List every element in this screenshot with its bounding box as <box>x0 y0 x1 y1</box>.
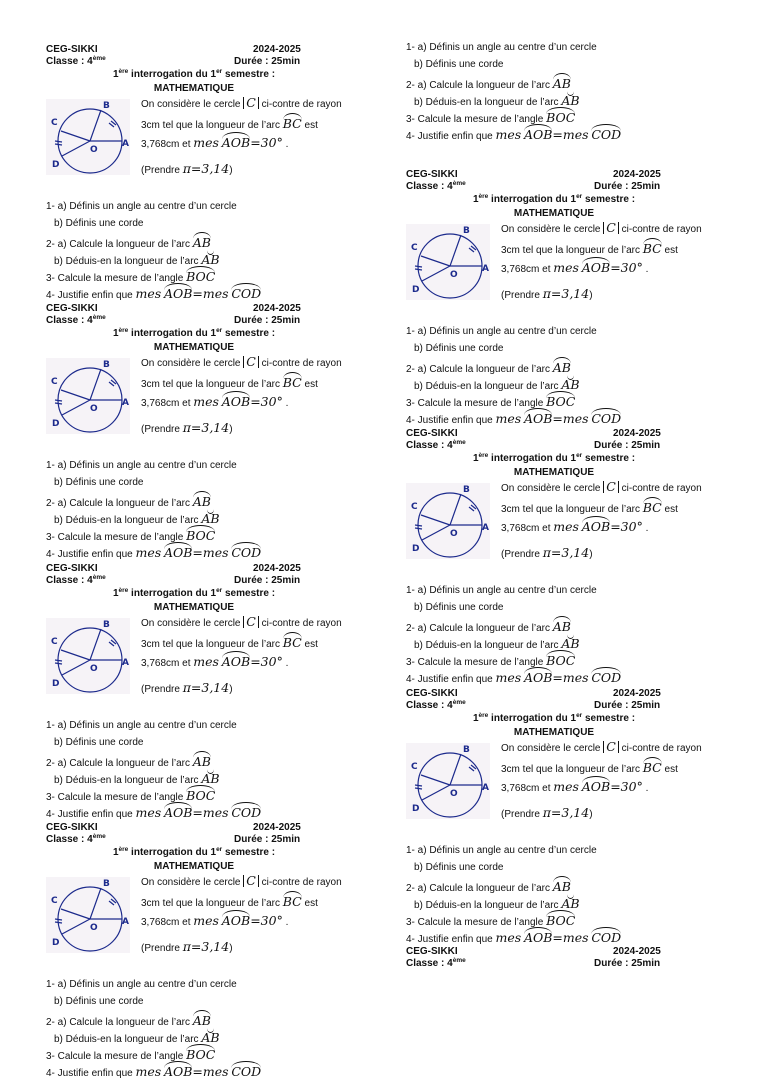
statement-line-1: On considère le cercle C ci-contre de rayon <box>141 614 342 629</box>
circle-symbol: C <box>603 481 619 493</box>
pi-value: π=3,14 <box>182 939 230 954</box>
circle-symbol: C <box>603 741 619 753</box>
arc-ab: AB <box>192 754 211 769</box>
arc-ab-minor: AB <box>561 377 580 392</box>
quiz-copy <box>406 428 706 687</box>
arc-cod: COD <box>591 127 622 142</box>
question-list <box>406 326 706 428</box>
arc-ab-minor: AB <box>201 252 220 267</box>
point-label-b: B <box>463 485 470 495</box>
arc-ab: AB <box>192 1013 211 1028</box>
pi-value: π=3,14 <box>542 286 590 301</box>
arc-ab: AB <box>552 879 571 894</box>
question-1a: 1- a) Définis un angle au centre d’un cercle <box>406 585 597 596</box>
point-label-d: D <box>412 285 420 295</box>
copy-header <box>406 428 706 454</box>
quiz-copy-continuation <box>406 42 706 144</box>
statement-line-2: 3cm tel que la longueur de l’arc BC est <box>141 375 318 390</box>
statement-line-3: 3,768cm et mes AOB=30° . <box>141 654 289 669</box>
point-label-a: A <box>122 917 129 927</box>
arc-aob-q4: AOB <box>523 127 553 142</box>
point-label-d: D <box>52 419 60 429</box>
problem-body <box>46 97 346 201</box>
class-label: Classe : 4ème <box>406 699 466 711</box>
statement-line-4: (Prendre π=3,14) <box>141 939 233 954</box>
arc-ab-minor: AB <box>561 896 580 911</box>
question-2a: 2- a) Calcule la longueur de l’arc AB <box>46 235 211 250</box>
school-year: 2024-2025 <box>613 946 661 957</box>
quiz-copy <box>46 563 346 822</box>
question-1a: 1- a) Définis un angle au centre d’un cercle <box>46 201 237 212</box>
question-1b: b) Définis une corde <box>54 477 144 488</box>
point-label-c: C <box>51 377 58 387</box>
question-2b: b) Déduis-en la longueur de l’arc AB <box>54 1030 220 1045</box>
question-2a: 2- a) Calcule la longueur de l’arc AB <box>46 754 211 769</box>
statement-line-4: (Prendre π=3,14) <box>141 680 233 695</box>
question-3: 3- Calcule la mesure de l’angle BOC <box>406 653 576 668</box>
point-label-a: A <box>122 658 129 668</box>
quiz-copy <box>406 169 706 428</box>
question-2b: b) Déduis-en la longueur de l’arc AB <box>54 771 220 786</box>
arc-ab: AB <box>192 494 211 509</box>
question-1a: 1- a) Définis un angle au centre d’un cercle <box>406 42 597 53</box>
school-name: CEG-SIKKI <box>406 428 458 439</box>
statement-line-1: On considère le cercle C ci-contre de rayon <box>501 479 702 494</box>
arc-cod: COD <box>591 411 622 426</box>
arc-aob-q4: AOB <box>523 411 553 426</box>
arc-ab-minor: AB <box>561 636 580 651</box>
angle-boc: BOC <box>186 528 216 543</box>
school-year: 2024-2025 <box>613 428 661 439</box>
subject-title: MATHEMATIQUE <box>153 860 235 872</box>
copy-header <box>46 44 346 70</box>
statement-line-1: On considère le cercle C ci-contre de rayon <box>141 354 342 369</box>
pi-value: π=3,14 <box>182 420 230 435</box>
point-label-b: B <box>103 879 110 889</box>
problem-body <box>406 222 706 326</box>
circle-figure <box>406 743 490 819</box>
point-label-c: C <box>51 118 58 128</box>
point-label-a: A <box>482 523 489 533</box>
arc-bc: BC <box>642 500 662 515</box>
statement-line-2: 3cm tel que la longueur de l’arc BC est <box>141 894 318 909</box>
question-4: 4- Justifie enfin que mes AOB=mes COD <box>46 1064 262 1079</box>
point-label-c: C <box>411 502 418 512</box>
statement-line-3: 3,768cm et mes AOB=30° . <box>141 135 289 150</box>
question-2a: 2- a) Calcule la longueur de l’arc AB <box>46 1013 211 1028</box>
circle-figure <box>46 99 130 175</box>
school-name: CEG-SIKKI <box>46 822 98 833</box>
class-label: Classe : 4ème <box>46 55 106 67</box>
question-list <box>46 979 346 1081</box>
problem-statement <box>501 222 711 305</box>
copy-header <box>406 688 706 714</box>
question-1a: 1- a) Définis un angle au centre d’un cercle <box>46 979 237 990</box>
problem-statement <box>141 97 351 180</box>
circle-figure <box>406 483 490 559</box>
arc-bc: BC <box>642 241 662 256</box>
question-3: 3- Calcule la mesure de l’angle BOC <box>406 913 576 928</box>
arc-aob: AOB <box>221 394 251 409</box>
pi-value: π=3,14 <box>182 161 230 176</box>
point-label-d: D <box>52 938 60 948</box>
angle-boc: BOC <box>546 394 576 409</box>
arc-aob: AOB <box>581 519 611 534</box>
point-label-c: C <box>51 637 58 647</box>
pi-value: π=3,14 <box>182 680 230 695</box>
school-name: CEG-SIKKI <box>406 169 458 180</box>
question-1b: b) Définis une corde <box>414 343 504 354</box>
copy-header <box>406 946 706 972</box>
point-label-a: A <box>122 398 129 408</box>
problem-statement <box>501 741 711 824</box>
arc-aob: AOB <box>221 913 251 928</box>
question-4: 4- Justifie enfin que mes AOB=mes COD <box>406 670 622 685</box>
arc-ab: AB <box>552 76 571 91</box>
quiz-title: 1ère interrogation du 1er semestre : MATHEMATIQUE <box>402 194 706 220</box>
school-year: 2024-2025 <box>253 303 301 314</box>
subject-title: MATHEMATIQUE <box>153 341 235 353</box>
arc-cod: COD <box>231 1064 262 1079</box>
point-label-b: B <box>103 360 110 370</box>
school-year: 2024-2025 <box>253 563 301 574</box>
statement-line-3: 3,768cm et mes AOB=30° . <box>141 394 289 409</box>
school-name: CEG-SIKKI <box>406 688 458 699</box>
question-2b: b) Déduis-en la longueur de l’arc AB <box>414 896 580 911</box>
duration: Durée : 25min <box>594 181 661 192</box>
arc-ab-minor: AB <box>561 93 580 108</box>
point-label-b: B <box>463 745 470 755</box>
question-1b: b) Définis une corde <box>414 59 504 70</box>
problem-body <box>46 875 346 979</box>
question-1b: b) Définis une corde <box>54 218 144 229</box>
subject-title: MATHEMATIQUE <box>153 82 235 94</box>
question-3: 3- Calcule la mesure de l’angle BOC <box>406 110 576 125</box>
question-list <box>406 585 706 687</box>
question-2a: 2- a) Calcule la longueur de l’arc AB <box>406 76 571 91</box>
quiz-copy <box>406 688 706 947</box>
point-label-b: B <box>103 101 110 111</box>
quiz-title: 1ère interrogation du 1er semestre : MATHEMATIQUE <box>42 847 346 873</box>
statement-line-1: On considère le cercle C ci-contre de rayon <box>141 95 342 110</box>
arc-aob-q4: AOB <box>523 930 553 945</box>
angle-boc: BOC <box>186 1047 216 1062</box>
question-2b: b) Déduis-en la longueur de l’arc AB <box>54 511 220 526</box>
arc-ab: AB <box>192 235 211 250</box>
question-4: 4- Justifie enfin que mes AOB=mes COD <box>46 286 262 301</box>
school-year: 2024-2025 <box>253 822 301 833</box>
subject-title: MATHEMATIQUE <box>513 207 595 219</box>
class-label: Classe : 4ème <box>406 957 466 969</box>
question-list <box>46 201 346 303</box>
problem-statement <box>501 481 711 564</box>
circle-symbol: C <box>243 356 259 368</box>
question-list <box>46 720 346 822</box>
question-4: 4- Justifie enfin que mes AOB=mes COD <box>406 411 622 426</box>
arc-cod: COD <box>231 545 262 560</box>
question-2a: 2- a) Calcule la longueur de l’arc AB <box>46 494 211 509</box>
school-name: CEG-SIKKI <box>46 44 98 55</box>
circle-symbol: C <box>603 222 619 234</box>
point-label-d: D <box>52 160 60 170</box>
arc-bc: BC <box>282 375 302 390</box>
question-4: 4- Justifie enfin que mes AOB=mes COD <box>406 930 622 945</box>
question-1b: b) Définis une corde <box>414 862 504 873</box>
point-label-a: A <box>482 783 489 793</box>
point-label-o: O <box>450 529 458 539</box>
statement-line-3: 3,768cm et mes AOB=30° . <box>141 913 289 928</box>
statement-line-2: 3cm tel que la longueur de l’arc BC est <box>141 635 318 650</box>
point-label-o: O <box>450 270 458 280</box>
quiz-title: 1ère interrogation du 1er semestre : MATHEMATIQUE <box>402 713 706 739</box>
pi-value: π=3,14 <box>542 805 590 820</box>
quiz-title: 1ère interrogation du 1er semestre : MATHEMATIQUE <box>402 453 706 479</box>
question-2a: 2- a) Calcule la longueur de l’arc AB <box>406 879 571 894</box>
point-label-d: D <box>52 679 60 689</box>
question-1b: b) Définis une corde <box>414 602 504 613</box>
school-name: CEG-SIKKI <box>406 946 458 957</box>
angle-boc: BOC <box>546 913 576 928</box>
statement-line-4: (Prendre π=3,14) <box>141 161 233 176</box>
problem-statement <box>141 616 351 699</box>
question-3: 3- Calcule la mesure de l’angle BOC <box>46 788 216 803</box>
angle-boc: BOC <box>546 110 576 125</box>
question-list <box>46 460 346 562</box>
statement-line-2: 3cm tel que la longueur de l’arc BC est <box>501 241 678 256</box>
school-name: CEG-SIKKI <box>46 303 98 314</box>
statement-line-3: 3,768cm et mes AOB=30° . <box>501 519 649 534</box>
circle-figure <box>46 618 130 694</box>
statement-line-3: 3,768cm et mes AOB=30° . <box>501 260 649 275</box>
problem-body <box>406 741 706 845</box>
statement-line-4: (Prendre π=3,14) <box>141 420 233 435</box>
arc-cod: COD <box>231 805 262 820</box>
question-4: 4- Justifie enfin que mes AOB=mes COD <box>46 805 262 820</box>
statement-line-4: (Prendre π=3,14) <box>501 805 593 820</box>
arc-aob-q4: AOB <box>163 1064 193 1079</box>
point-label-c: C <box>411 243 418 253</box>
quiz-title: 1ère interrogation du 1er semestre : MATHEMATIQUE <box>42 328 346 354</box>
arc-aob: AOB <box>581 779 611 794</box>
question-2b: b) Déduis-en la longueur de l’arc AB <box>54 252 220 267</box>
statement-line-2: 3cm tel que la longueur de l’arc BC est <box>141 116 318 131</box>
point-label-b: B <box>103 620 110 630</box>
copy-header <box>406 169 706 195</box>
subject-title: MATHEMATIQUE <box>513 726 595 738</box>
arc-aob: AOB <box>221 654 251 669</box>
question-1a: 1- a) Définis un angle au centre d’un cercle <box>406 326 597 337</box>
class-label: Classe : 4ème <box>46 833 106 845</box>
arc-cod: COD <box>591 670 622 685</box>
subject-title: MATHEMATIQUE <box>153 601 235 613</box>
question-1a: 1- a) Définis un angle au centre d’un cercle <box>46 720 237 731</box>
duration: Durée : 25min <box>234 56 301 67</box>
point-label-d: D <box>412 804 420 814</box>
question-2b: b) Déduis-en la longueur de l’arc AB <box>414 636 580 651</box>
pi-value: π=3,14 <box>542 545 590 560</box>
arc-cod: COD <box>591 930 622 945</box>
quiz-copy <box>46 822 346 1081</box>
subject-title: MATHEMATIQUE <box>513 466 595 478</box>
question-2a: 2- a) Calcule la longueur de l’arc AB <box>406 619 571 634</box>
question-3: 3- Calcule la mesure de l’angle BOC <box>46 528 216 543</box>
arc-aob-q4: AOB <box>163 286 193 301</box>
arc-ab: AB <box>552 619 571 634</box>
angle-boc: BOC <box>546 653 576 668</box>
question-2b: b) Déduis-en la longueur de l’arc AB <box>414 377 580 392</box>
duration: Durée : 25min <box>594 958 661 969</box>
class-label: Classe : 4ème <box>46 574 106 586</box>
duration: Durée : 25min <box>234 834 301 845</box>
statement-line-2: 3cm tel que la longueur de l’arc BC est <box>501 760 678 775</box>
school-year: 2024-2025 <box>613 169 661 180</box>
point-label-o: O <box>90 923 98 933</box>
statement-line-4: (Prendre π=3,14) <box>501 286 593 301</box>
point-label-d: D <box>412 544 420 554</box>
copy-header <box>46 563 346 589</box>
point-label-o: O <box>450 789 458 799</box>
question-2b: b) Déduis-en la longueur de l’arc AB <box>414 93 580 108</box>
statement-line-1: On considère le cercle C ci-contre de rayon <box>501 739 702 754</box>
question-1a: 1- a) Définis un angle au centre d’un cercle <box>406 845 597 856</box>
arc-aob: AOB <box>221 135 251 150</box>
copy-header <box>46 822 346 848</box>
point-label-a: A <box>122 139 129 149</box>
duration: Durée : 25min <box>234 575 301 586</box>
arc-bc: BC <box>282 116 302 131</box>
arc-aob: AOB <box>581 260 611 275</box>
class-label: Classe : 4ème <box>46 314 106 326</box>
statement-line-4: (Prendre π=3,14) <box>501 545 593 560</box>
question-1b: b) Définis une corde <box>54 996 144 1007</box>
arc-ab-minor: AB <box>201 1030 220 1045</box>
arc-bc: BC <box>642 760 662 775</box>
arc-ab: AB <box>552 360 571 375</box>
point-label-o: O <box>90 664 98 674</box>
statement-line-1: On considère le cercle C ci-contre de rayon <box>501 220 702 235</box>
arc-bc: BC <box>282 635 302 650</box>
quiz-copy <box>46 303 346 562</box>
point-label-c: C <box>51 896 58 906</box>
duration: Durée : 25min <box>234 315 301 326</box>
quiz-title: 1ère interrogation du 1er semestre : MATHEMATIQUE <box>42 69 346 95</box>
circle-symbol: C <box>243 97 259 109</box>
arc-ab-minor: AB <box>201 511 220 526</box>
arc-bc: BC <box>282 894 302 909</box>
copy-header <box>46 303 346 329</box>
duration: Durée : 25min <box>594 440 661 451</box>
circle-figure <box>46 877 130 953</box>
point-label-c: C <box>411 762 418 772</box>
problem-body <box>46 356 346 460</box>
class-label: Classe : 4ème <box>406 180 466 192</box>
question-2a: 2- a) Calcule la longueur de l’arc AB <box>406 360 571 375</box>
statement-line-3: 3,768cm et mes AOB=30° . <box>501 779 649 794</box>
problem-statement <box>141 875 351 958</box>
problem-statement <box>141 356 351 439</box>
arc-aob-q4: AOB <box>163 805 193 820</box>
circle-symbol: C <box>243 616 259 628</box>
class-label: Classe : 4ème <box>406 439 466 451</box>
question-list <box>406 42 706 144</box>
statement-line-1: On considère le cercle C ci-contre de rayon <box>141 873 342 888</box>
quiz-copy <box>46 44 346 303</box>
circle-figure <box>46 358 130 434</box>
school-year: 2024-2025 <box>253 44 301 55</box>
question-1a: 1- a) Définis un angle au centre d’un cercle <box>46 460 237 471</box>
problem-body <box>46 616 346 720</box>
question-3: 3- Calcule la mesure de l’angle BOC <box>46 1047 216 1062</box>
point-label-o: O <box>90 404 98 414</box>
arc-aob-q4: AOB <box>523 670 553 685</box>
angle-boc: BOC <box>186 788 216 803</box>
school-name: CEG-SIKKI <box>46 563 98 574</box>
quiz-title: 1ère interrogation du 1er semestre : MATHEMATIQUE <box>42 588 346 614</box>
school-year: 2024-2025 <box>613 688 661 699</box>
question-3: 3- Calcule la mesure de l’angle BOC <box>46 269 216 284</box>
question-1b: b) Définis une corde <box>54 737 144 748</box>
arc-cod: COD <box>231 286 262 301</box>
question-4: 4- Justifie enfin que mes AOB=mes COD <box>406 127 622 142</box>
problem-body <box>406 481 706 585</box>
quiz-copy <box>406 946 706 972</box>
point-label-o: O <box>90 145 98 155</box>
statement-line-2: 3cm tel que la longueur de l’arc BC est <box>501 500 678 515</box>
question-3: 3- Calcule la mesure de l’angle BOC <box>406 394 576 409</box>
point-label-b: B <box>463 226 470 236</box>
duration: Durée : 25min <box>594 700 661 711</box>
circle-figure <box>406 224 490 300</box>
question-list <box>406 845 706 947</box>
question-4: 4- Justifie enfin que mes AOB=mes COD <box>46 545 262 560</box>
angle-boc: BOC <box>186 269 216 284</box>
circle-symbol: C <box>243 875 259 887</box>
point-label-a: A <box>482 264 489 274</box>
arc-aob-q4: AOB <box>163 545 193 560</box>
arc-ab-minor: AB <box>201 771 220 786</box>
